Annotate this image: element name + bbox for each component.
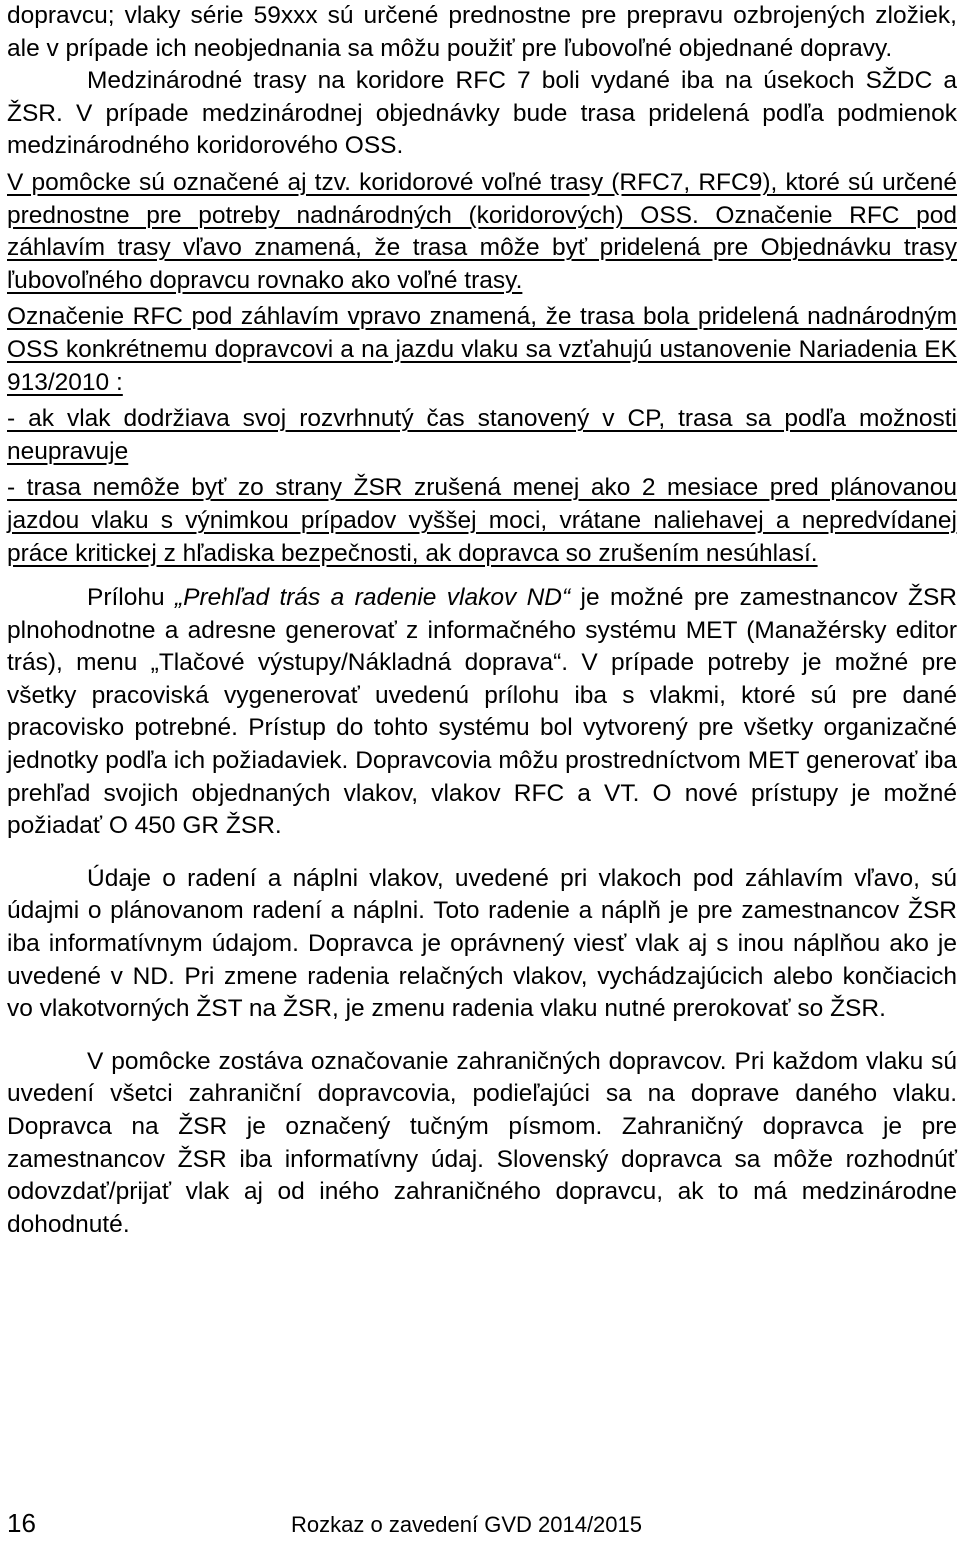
paragraph-foreign-carriers: V pomôcke zostáva označovanie zahraničných dopravcov. Pri každom vlaku sú uvedení všetci zahraniční dopravcovia, podieľajúci sa na doprave daného vlaku. Dopravca na ŽSR je označený tučným písmom. Zahraničný dopravca je pre zamestnancov ŽSR iba informatívny údaj. Slovenský dopravca sa môže rozhodnúť odovzdať/prijať vlak aj od iného zahraničného dopravcu, ak to má medzinárodne dohodnuté. xyxy=(7,1047,957,1238)
paragraph-train-composition: Údaje o radení a náplni vlakov, uvedené pri vlakoch pod záhlavím vľavo, sú údajmi o plánovanom radení a náplni. Toto radenie a náplň je pre zamestnancov ŽSR iba informatívnym údajom. Dopravca je oprávnený viesť vlak aj s inou náplňou ako je uvedené v ND. Pri zmene radenia relačných vlakov, vychádzajúcich alebo končiacich vo vlakotvorných ŽST na ŽSR, je zmenu radenia vlaku nutné prerokovať so ŽSR. xyxy=(7,864,957,1023)
paragraph-rfc-right: Označenie RFC pod záhlavím vpravo znamená, že trasa bola pridelená nadnárodným OSS konkrétnemu dopravcovi a na jazdu vlaku sa vzťahujú ustanovenie Nariadenia EK 913/2010 : xyxy=(7,303,957,396)
list-item-path-cancellation: - trasa nemôže byť zo strany ŽSR zrušená menej ako 2 mesiace pred plánovanou jazdou vlaku s výnimkou prípadov vyššej moci, vrátane naliehavej a nepredvídanej práce kritickej z hľadiska bezpečnosti, ak dopravca so zrušením nesúhlasí. xyxy=(7,474,957,567)
paragraph-annex xyxy=(7,582,957,843)
list-item-schedule-kept: - ak vlak dodržiava svoj rozvrhnutý čas stanovený v CP, trasa sa podľa možnosti neupravuje xyxy=(7,405,957,465)
annex-title: „Prehľad trás a radenie vlakov ND“ xyxy=(175,584,571,612)
paragraph-international-paths: Medzinárodné trasy na koridore RFC 7 boli vydané iba na úsekoch SŽDC a ŽSR. V prípade medzinárodnej objednávky bude trasa pridelená podľa podmienok medzinárodného koridorového OSS. xyxy=(7,67,957,160)
annex-lead: Prílohu xyxy=(87,584,176,612)
document-page xyxy=(7,0,957,1241)
footer-title: Rozkaz o zavedení GVD 2014/2015 xyxy=(291,1512,643,1537)
annex-rest: je možné pre zamestnancov ŽSR plnohodnotne a adresne generovať z informačného systému MET (Manažérsky editor trás), menu „Tlačové výstupy/Nákladná doprava“. V prípade potreby je možné pre všetky pracoviská vygenerovať uvedenú prílohu iba s vlakmi, ktoré sú pre dané pracovisko potrebné. Prístup do tohto systému bol vytvorený pre všetky organizačné jednotky podľa ich požiadaviek. Dopravcovia môžu prostredníctvom MET generovať iba prehľad svojich objednaných vlakov, vlakov RFC a VT. O nové prístupy je možné požiadať O 450 GR ŽSR. xyxy=(7,584,958,840)
page-number: 16 xyxy=(7,1508,36,1538)
paragraph-corridor-free-paths: V pomôcke sú označené aj tzv. koridorové voľné trasy (RFC7, RFC9), ktoré sú určené prednostne pre potreby nadnárodných (koridorových) OSS. Označenie RFC pod záhlavím trasy vľavo znamená, že trasa môže byť pridelená pre Objednávku trasy ľubovoľného dopravcu rovnako ako voľné trasy. xyxy=(7,168,957,294)
paragraph-carrier-trains: dopravcu; vlaky série 59xxx sú určené prednostne pre prepravu ozbrojených zložiek, ale v prípade ich neobjednania sa môžu použiť pre ľubovoľné objednané dopravy. xyxy=(7,2,957,62)
page-footer xyxy=(7,1508,957,1538)
